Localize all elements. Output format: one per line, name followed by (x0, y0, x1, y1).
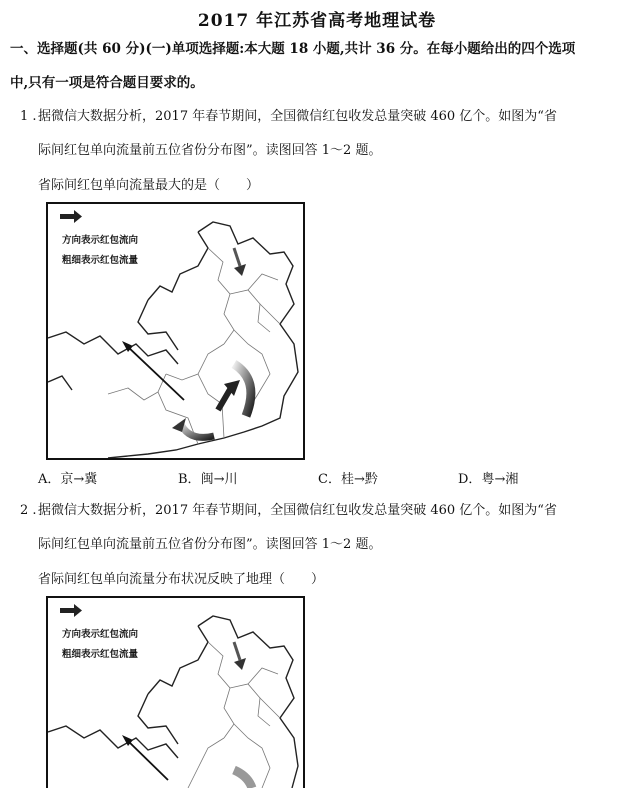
question-1-number: 1 . (20, 109, 37, 124)
question-2 (20, 494, 620, 562)
question-2-stem-line-1: 据微信大数据分析，2017 年春节期间，全国微信红包收发总量突破 460 亿个。如图为“省 (38, 503, 557, 518)
question-1-stem-line-2: 际间红包单向流量前五位省份分布图”。读图回答 1～2 题。 (38, 143, 382, 158)
option-d-text: 粤→湘 (481, 472, 519, 487)
map-legend-direction: 方向表示红包流向 (62, 235, 139, 246)
question-1-map (46, 202, 305, 460)
section-heading-line-1: 一、选择题(共 60 分)(一)单项选择题:本大题 18 小题,共计 36 分。在每小题给出的四个选项 (10, 41, 576, 57)
map-2-legend-thickness: 粗细表示红包流量 (62, 649, 139, 660)
option-b-text: 闽→川 (200, 472, 238, 487)
page-title: 2017 年江苏省高考地理试卷 (197, 11, 437, 31)
question-1-stem-line-1: 据微信大数据分析，2017 年春节期间，全国微信红包收发总量突破 460 亿个。如图为“省 (38, 109, 557, 124)
question-2-stem-line-2: 际间红包单向流量前五位省份分布图”。读图回答 1～2 题。 (38, 537, 382, 552)
option-c-text: 桂→黔 (340, 472, 378, 487)
option-c[interactable] (318, 468, 458, 487)
question-1-prompt: 省际间红包单向流量最大的是（ ） (38, 178, 260, 193)
map-legend-thickness: 粗细表示红包流量 (62, 255, 139, 266)
question-2-number: 2 . (20, 503, 37, 518)
option-d-letter: D． (458, 472, 482, 487)
flow-arrow-jing-ji (234, 248, 240, 266)
option-b-letter: B． (178, 472, 201, 487)
flow-arrow-yue-xiang (234, 364, 251, 416)
section-heading (10, 32, 626, 100)
question-2-prompt: 省际间红包单向流量分布状况反映了地理（ ） (38, 572, 325, 587)
option-c-letter: C． (318, 472, 341, 487)
option-a-letter: A． (38, 472, 61, 487)
question-1-options (38, 468, 598, 487)
map-2-legend-direction: 方向表示红包流向 (62, 629, 139, 640)
option-a[interactable] (38, 468, 178, 487)
section-heading-line-2: 中,只有一项是符合题目要求的。 (10, 75, 204, 91)
option-a-text: 京→冀 (60, 472, 98, 487)
option-d[interactable] (458, 468, 598, 487)
option-b[interactable] (178, 468, 318, 487)
flow-arrow-gui-qian (180, 422, 214, 437)
flow-arrow-jing-ji-2 (234, 642, 240, 660)
question-2-map (46, 596, 305, 788)
question-1 (20, 100, 620, 168)
